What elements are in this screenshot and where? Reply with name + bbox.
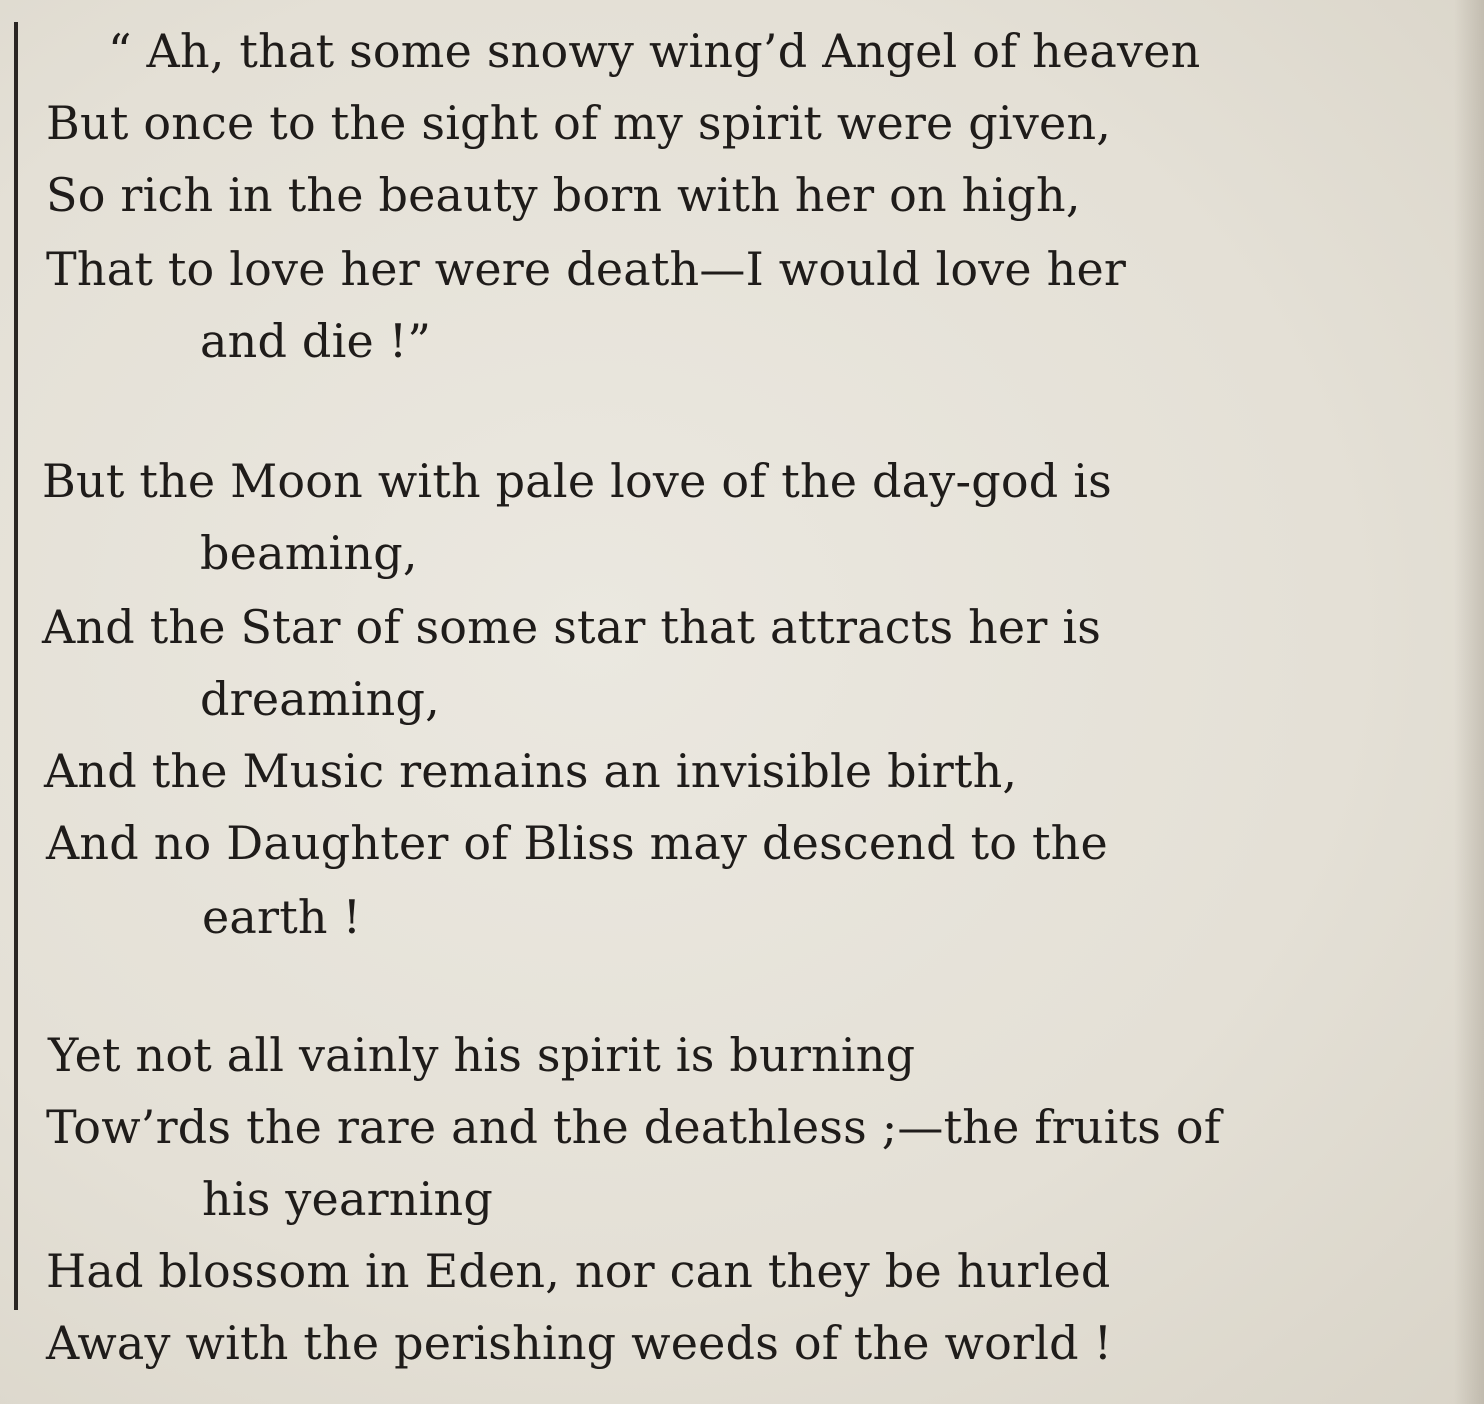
poem-line: Away with the perishing weeds of the world ! [46,1316,1113,1370]
poem-line: Had blossom in Eden, nor can they be hurled [46,1244,1111,1298]
poem-line: But once to the sight of my spirit were given, [46,96,1112,150]
poem-line: Tow’rds the rare and the deathless ;—the fruits of [46,1100,1221,1154]
poem-line: “ Ah, that some snowy wing’d Angel of heaven [108,24,1201,78]
poem-line-continuation: dreaming, [200,672,440,726]
poem-line: Yet not all vainly his spirit is burning [48,1028,916,1082]
poem-line: So rich in the beauty born with her on high, [46,168,1081,222]
poem-line: That to love her were death—I would love her [46,242,1127,296]
poem-line-continuation: beaming, [200,526,418,580]
poem-line: And no Daughter of Bliss may descend to the [46,816,1108,870]
poem-line-continuation: his yearning [202,1172,494,1226]
poem-line-continuation: earth ! [202,890,362,944]
page-edge-shadow [1454,0,1484,1404]
column-rule [14,22,18,1310]
poem-line: And the Star of some star that attracts her is [42,600,1102,654]
poem-line-continuation: and die !” [200,314,432,368]
poem-line: But the Moon with pale love of the day-god is [42,454,1112,508]
poem-line: And the Music remains an invisible birth, [44,744,1018,798]
